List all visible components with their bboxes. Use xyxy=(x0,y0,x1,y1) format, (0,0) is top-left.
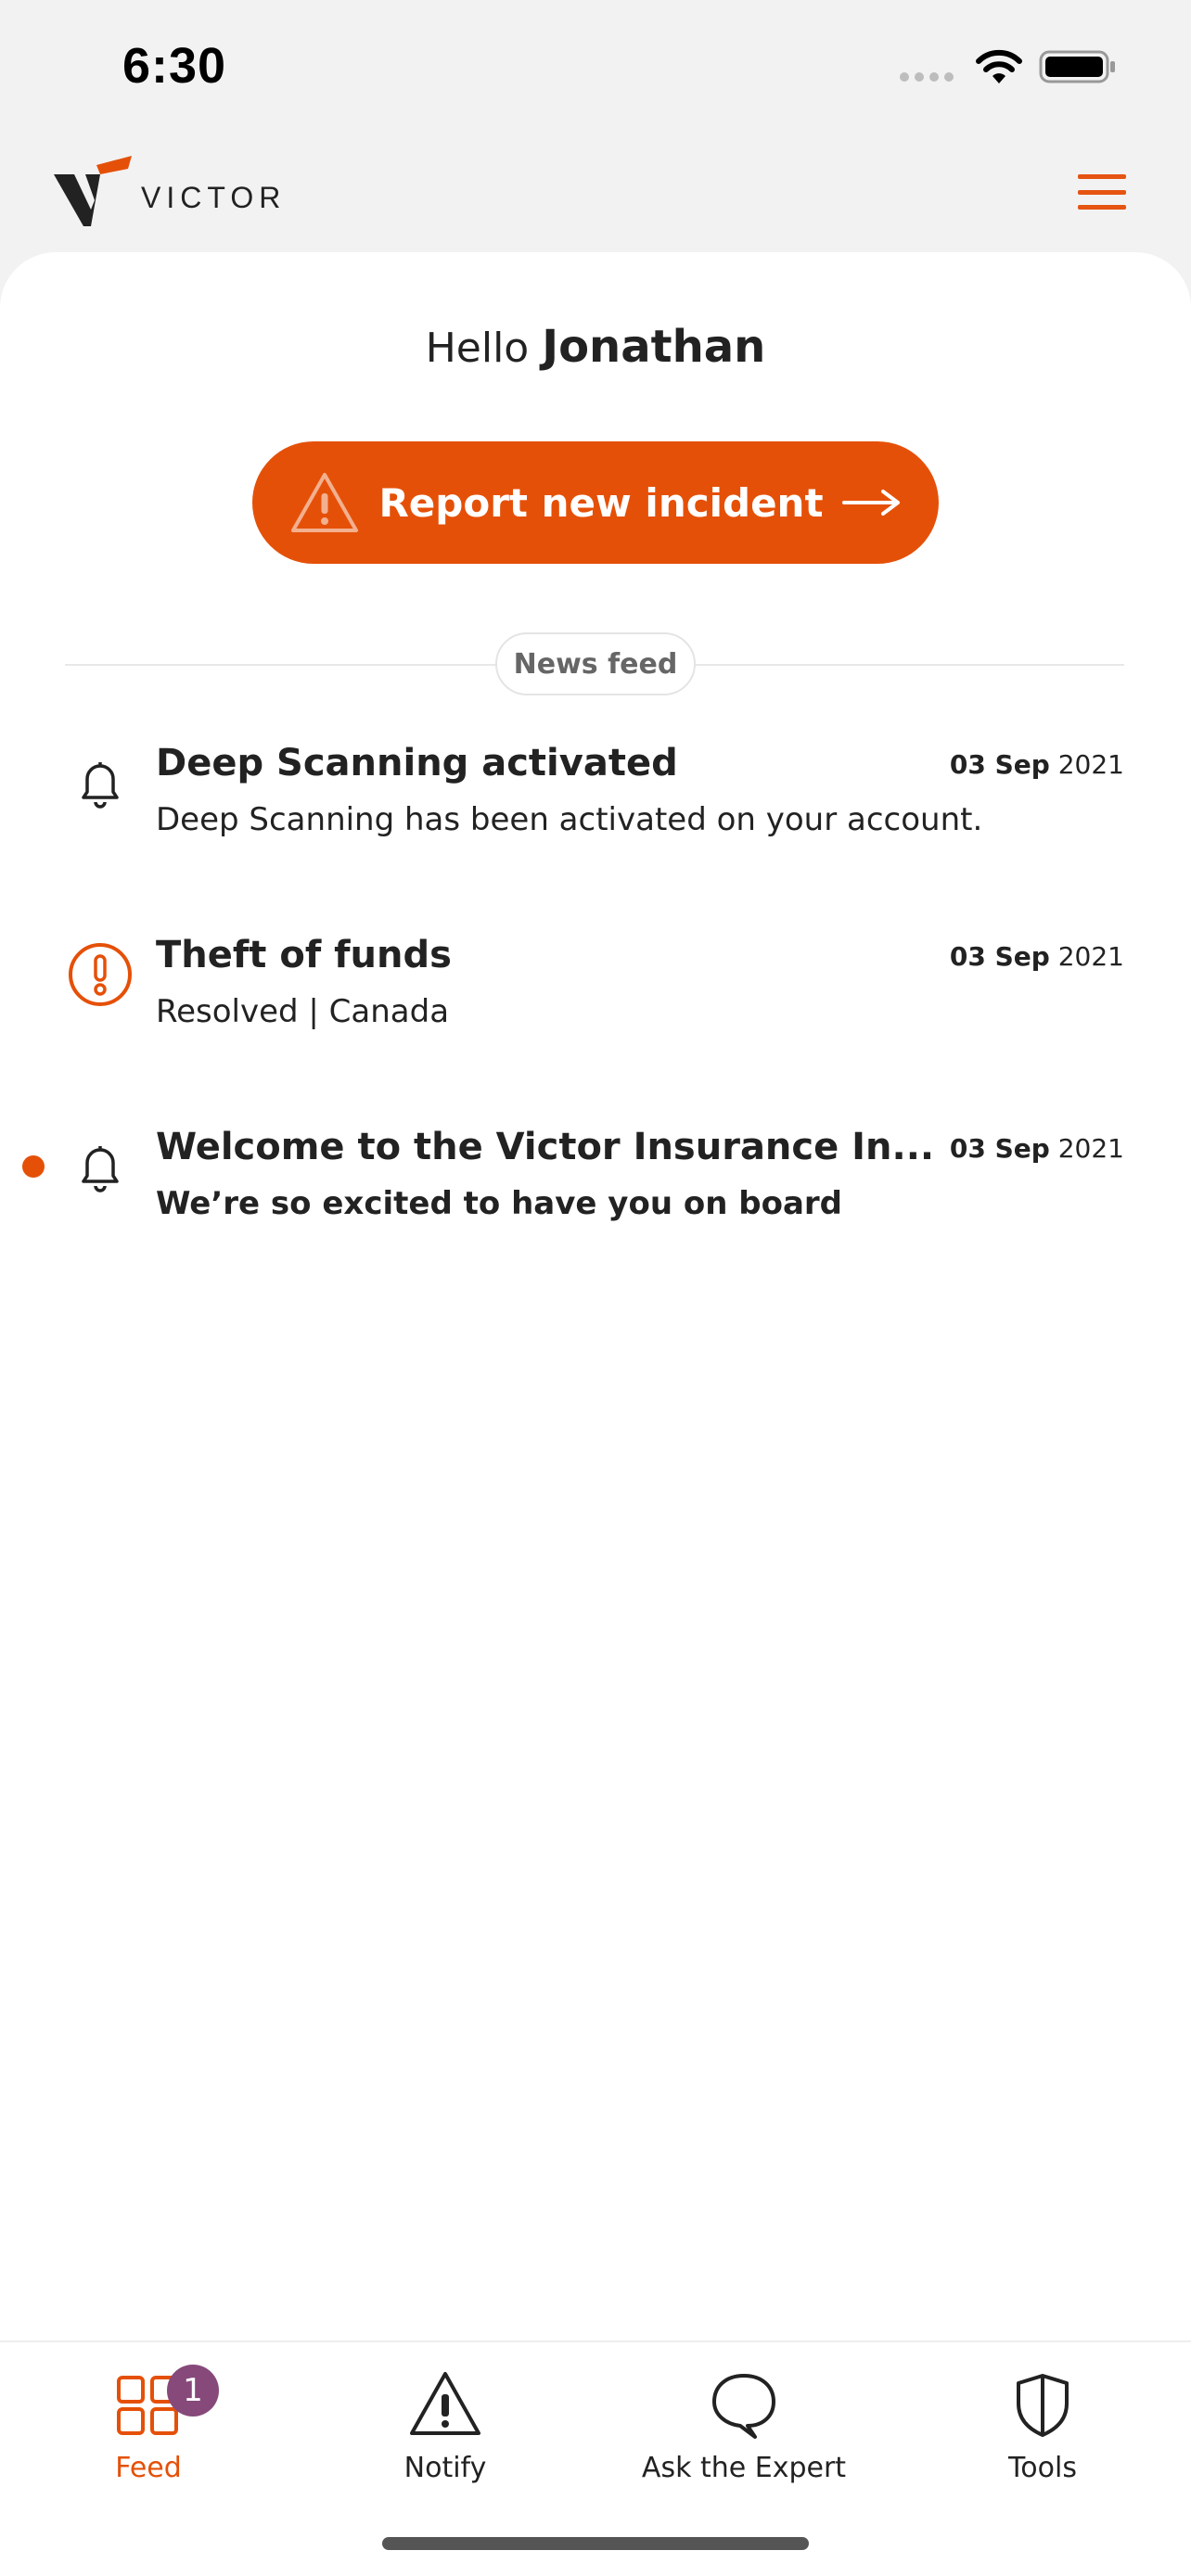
wifi-icon xyxy=(974,48,1024,85)
feed-item-title: Deep Scanning activated xyxy=(156,742,678,784)
cellular-signal-icon xyxy=(900,72,954,82)
victor-logo xyxy=(54,156,286,226)
battery-icon xyxy=(1039,48,1117,85)
tab-label: Tools xyxy=(1008,2452,1077,2484)
feed-item-subtitle: We’re so excited to have you on board xyxy=(156,1185,843,1222)
arrow-right-icon xyxy=(842,489,902,516)
greeting-name: Jonathan xyxy=(542,321,766,373)
tab-tools[interactable] xyxy=(913,2368,1172,2507)
tab-label: Feed xyxy=(115,2452,182,2484)
tab-ask-the-expert[interactable] xyxy=(614,2368,874,2507)
warning-triangle-icon xyxy=(289,471,360,534)
bell-icon xyxy=(67,1133,134,1200)
menu-button[interactable] xyxy=(1074,169,1130,215)
news-feed-label: News feed xyxy=(495,632,696,695)
logo-wordmark: VICTOR xyxy=(141,181,287,214)
speech-bubble-icon xyxy=(707,2368,781,2442)
app-header xyxy=(0,139,1191,252)
status-bar xyxy=(0,0,1191,139)
feed-item-subtitle: Deep Scanning has been activated on your account. xyxy=(156,801,983,838)
home-indicator[interactable] xyxy=(382,2537,809,2550)
greeting-hello: Hello xyxy=(425,325,530,372)
alert-circle-icon xyxy=(67,941,134,1008)
feed-item-subtitle: Resolved | Canada xyxy=(156,993,450,1030)
feed-item[interactable] xyxy=(0,742,1191,890)
tab-feed[interactable] xyxy=(19,2368,278,2507)
report-button-label: Report new incident xyxy=(378,479,824,526)
tab-label: Ask the Expert xyxy=(641,2452,847,2484)
feed-item-date: 03 Sep 2021 xyxy=(949,941,1124,972)
report-new-incident-button[interactable] xyxy=(252,441,939,564)
victor-logo-mark-icon xyxy=(54,156,132,226)
shield-icon xyxy=(1005,2368,1080,2442)
feed-item-title: Welcome to the Victor Insurance In... xyxy=(156,1126,935,1168)
tab-label: Notify xyxy=(403,2452,487,2484)
hamburger-menu-icon xyxy=(1078,174,1126,179)
bell-icon xyxy=(67,749,134,816)
notification-badge: 1 xyxy=(167,2365,219,2417)
unread-indicator xyxy=(22,1155,45,1178)
main-card xyxy=(0,252,1191,2340)
status-time: 6:30 xyxy=(122,38,227,94)
warning-triangle-icon xyxy=(408,2368,482,2442)
tab-notify[interactable] xyxy=(315,2368,575,2507)
feed-item-date: 03 Sep 2021 xyxy=(949,749,1124,780)
feed-item-title: Theft of funds xyxy=(156,934,452,976)
feed-item-date: 03 Sep 2021 xyxy=(949,1133,1124,1164)
greeting xyxy=(0,321,1191,373)
feed-item[interactable] xyxy=(0,934,1191,1082)
feed-item[interactable] xyxy=(0,1126,1191,1274)
